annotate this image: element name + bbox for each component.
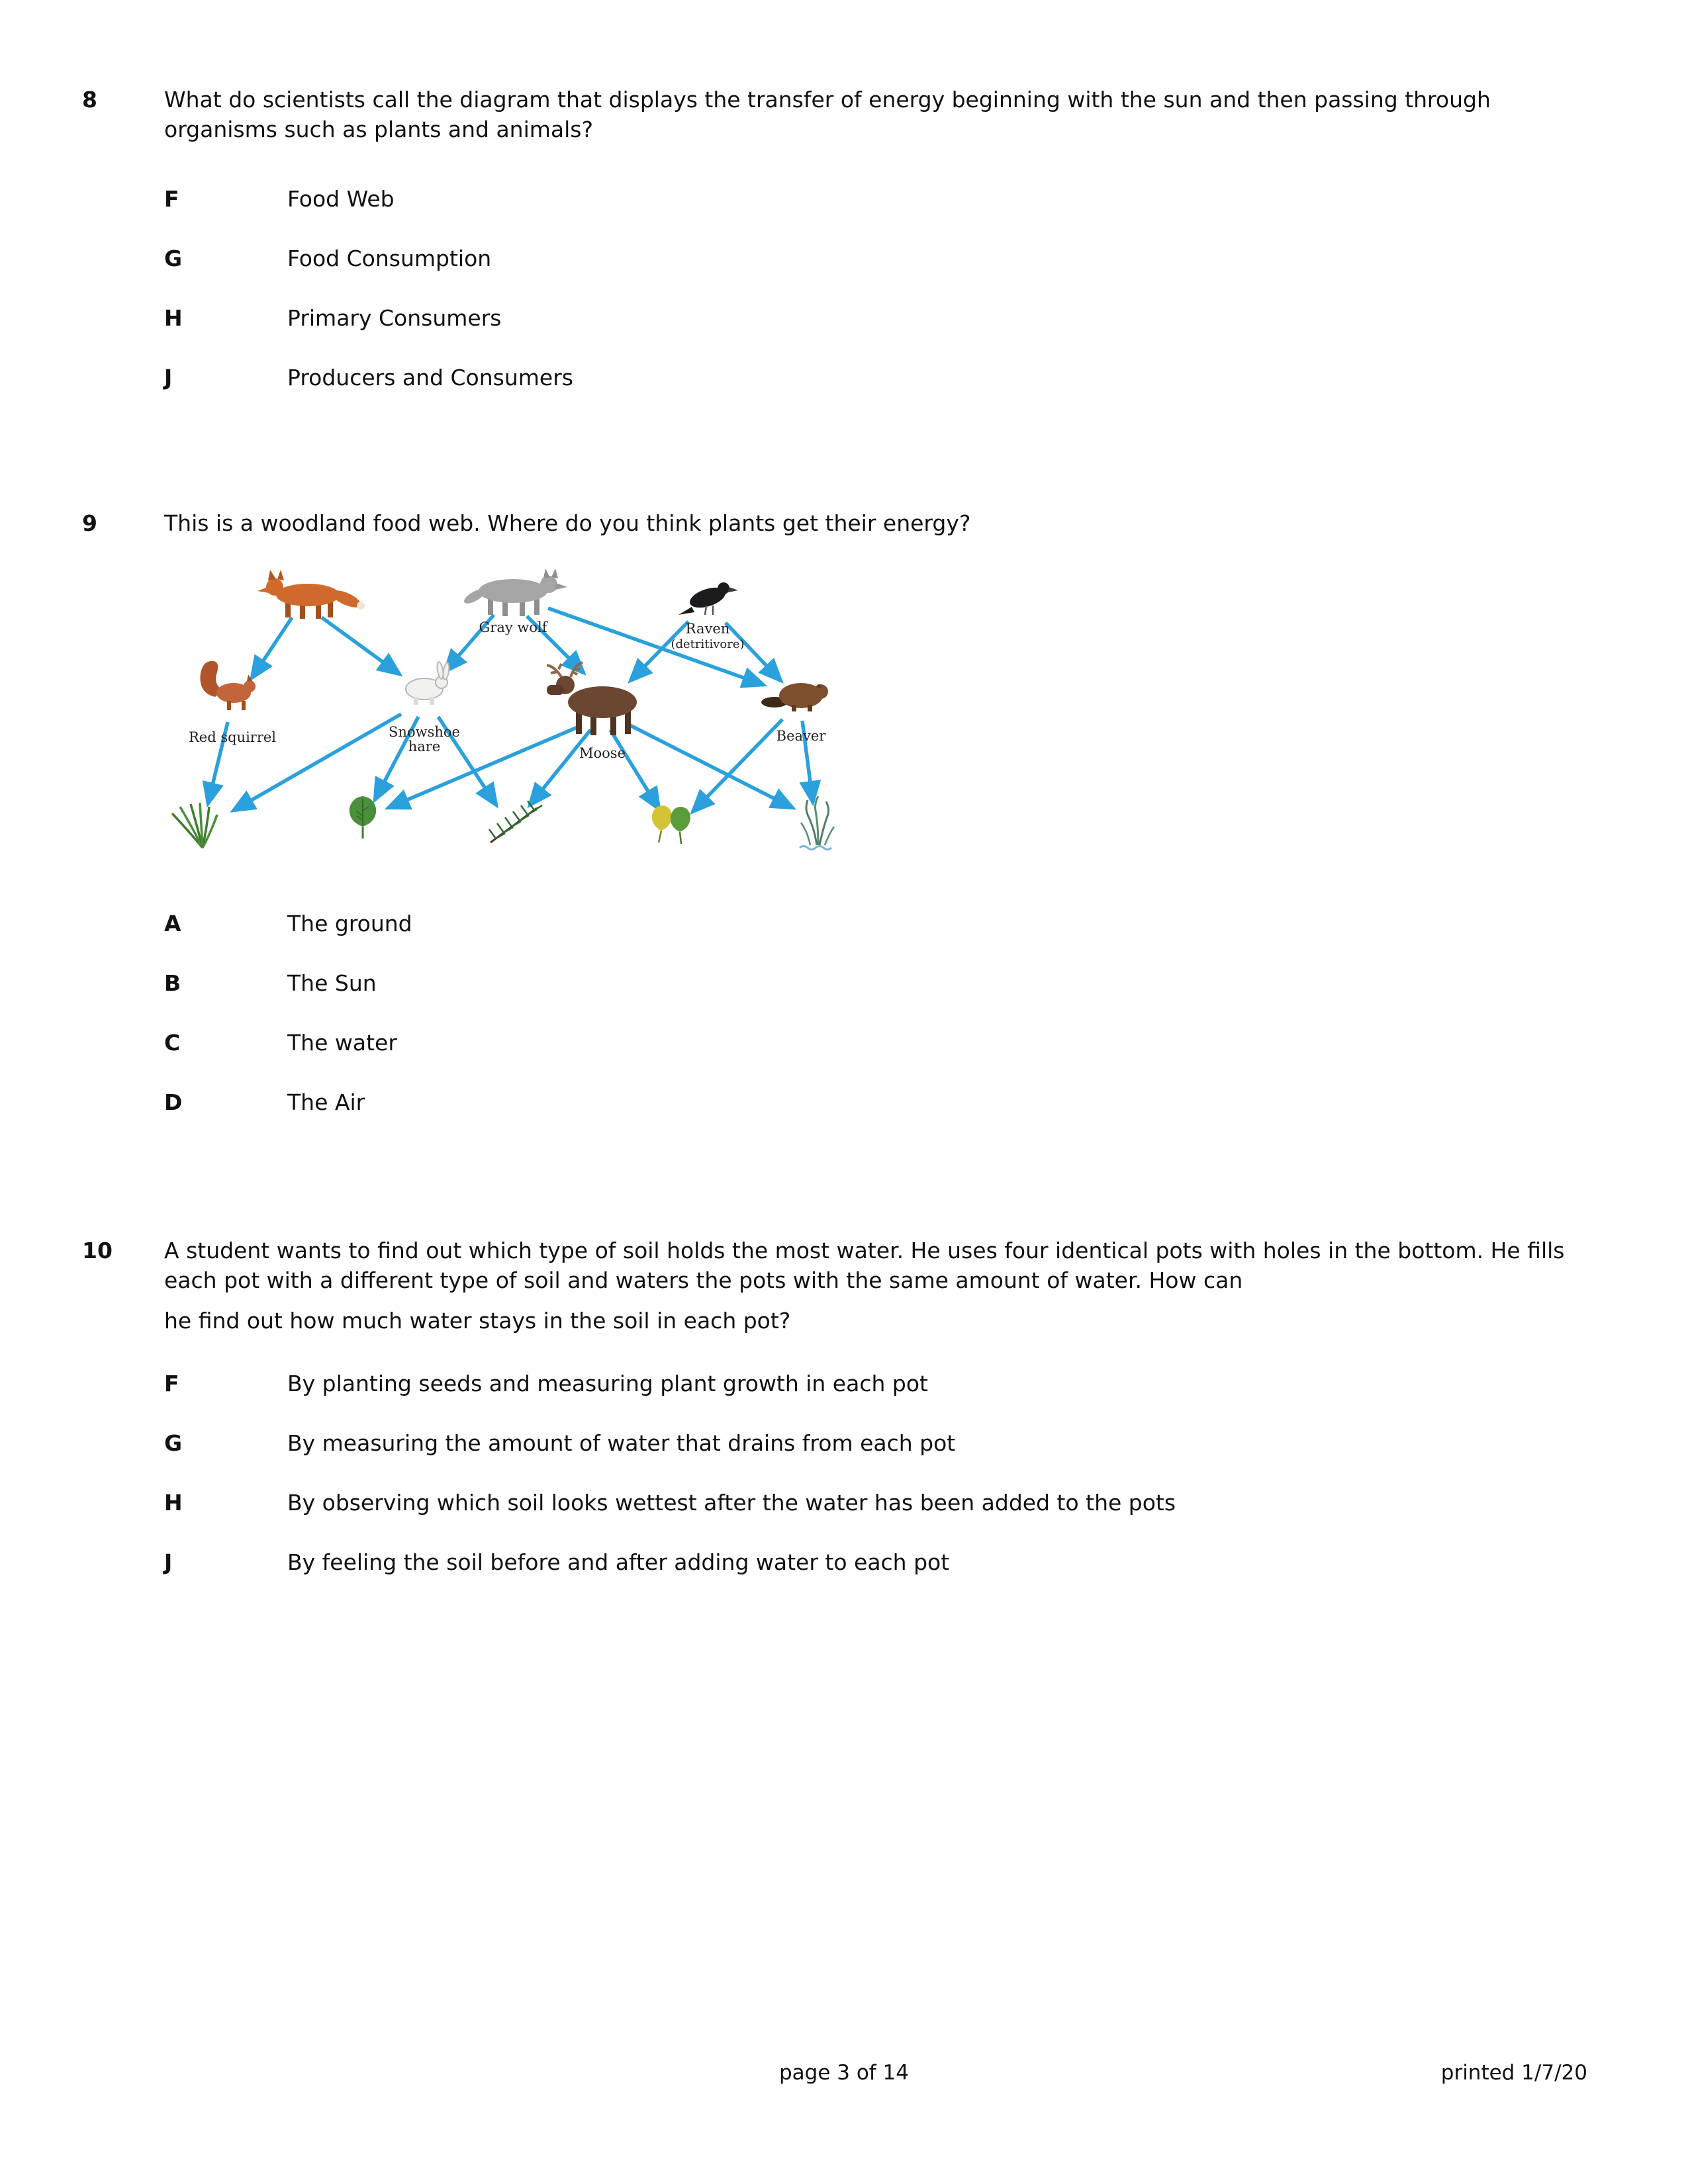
conifer-branch-icon: [489, 801, 542, 842]
question-body: [164, 508, 1582, 1147]
option-letter: D: [164, 1089, 183, 1115]
snowshoe-hare-icon: [406, 662, 450, 705]
answer-option-a: [164, 909, 1582, 938]
option-text: The water: [287, 1030, 397, 1056]
option-letter: H: [164, 305, 183, 331]
moose-icon: [547, 662, 637, 735]
option-letter: F: [164, 1371, 179, 1396]
red-fox-icon: [258, 570, 365, 619]
option-letter: A: [164, 911, 181, 936]
question-text: This is a woodland food web. Where do you think plants get their energy?: [164, 510, 971, 536]
answer-options: [164, 1369, 1582, 1577]
raven-sublabel: (detritivore): [671, 637, 745, 651]
snowshoe-hare-label-line1: Snowshoe: [389, 724, 460, 740]
option-letter: H: [164, 1490, 183, 1516]
answer-options: [164, 184, 1582, 392]
question-text: A student wants to find out which type of soil holds the most water. He uses four identical pots with holes in the bottom. He fills each pot with a different type of soil and waters the pots with the same amount of water. How can: [164, 1238, 1565, 1293]
option-letter: C: [164, 1030, 181, 1056]
answer-option-h: [164, 303, 1582, 333]
raven-label: Raven: [685, 621, 730, 637]
option-text: By feeling the soil before and after adding water to each pot: [287, 1549, 950, 1575]
question-text: What do scientists call the diagram that displays the transfer of energy beginning with the sun and then passing through organisms such as plants and animals?: [164, 87, 1491, 142]
page-footer: [0, 2058, 1688, 2088]
question-text-continued: he find out how much water stays in the soil in each pot?: [164, 1308, 791, 1334]
option-text: The ground: [287, 911, 412, 936]
answer-option-f: [164, 1369, 1582, 1398]
question-number: 10: [82, 1238, 113, 1263]
answer-option-g: [164, 1428, 1582, 1458]
question-body: [164, 1236, 1582, 1607]
beaver-label: Beaver: [776, 728, 826, 744]
option-letter: B: [164, 970, 181, 996]
option-letter: J: [164, 365, 173, 390]
answer-option-b: [164, 968, 1582, 998]
food-web-figure: [164, 554, 1582, 874]
question-9: [82, 508, 1582, 1147]
food-web-diagram: [164, 554, 882, 872]
option-text: The Sun: [287, 970, 377, 996]
answer-options: [164, 909, 1582, 1117]
option-text: By measuring the amount of water that drains from each pot: [287, 1430, 956, 1456]
question-number: 8: [82, 87, 97, 113]
beaver-icon: [761, 683, 828, 711]
red-squirrel-icon: [200, 661, 256, 710]
aquatic-plant-icon: [800, 796, 834, 850]
answer-option-g: [164, 244, 1582, 273]
leaf-icon: [350, 796, 376, 839]
answer-option-j: [164, 363, 1582, 392]
option-text: Food Web: [287, 186, 395, 212]
birch-leaves-icon: [652, 805, 690, 844]
gray-wolf-label: Gray wolf: [479, 619, 547, 635]
red-squirrel-label: Red squirrel: [188, 729, 277, 745]
option-text: By planting seeds and measuring plant growth in each pot: [287, 1371, 928, 1396]
printed-date: printed 1/7/20: [1440, 2061, 1587, 2085]
moose-label: Moose: [579, 745, 626, 761]
option-letter: G: [164, 246, 183, 271]
answer-option-j: [164, 1547, 1582, 1577]
option-text: The Air: [287, 1089, 365, 1115]
option-letter: G: [164, 1430, 183, 1456]
option-text: Producers and Consumers: [287, 365, 573, 390]
option-text: Food Consumption: [287, 246, 492, 271]
question-number: 9: [82, 510, 97, 536]
grass-icon: [172, 803, 217, 848]
question-10: [82, 1236, 1582, 1607]
raven-icon: [679, 582, 738, 615]
option-letter: J: [164, 1549, 173, 1575]
answer-option-d: [164, 1087, 1582, 1117]
option-letter: F: [164, 186, 179, 212]
question-body: [164, 85, 1582, 422]
question-8: [82, 85, 1582, 422]
snowshoe-hare-label-line2: hare: [408, 739, 441, 754]
page-number: page 3 of 14: [778, 2061, 910, 2085]
option-text: Primary Consumers: [287, 305, 502, 331]
answer-option-h: [164, 1488, 1582, 1518]
answer-option-c: [164, 1028, 1582, 1058]
answer-option-f: [164, 184, 1582, 214]
option-text: By observing which soil looks wettest after the water has been added to the pots: [287, 1490, 1176, 1516]
